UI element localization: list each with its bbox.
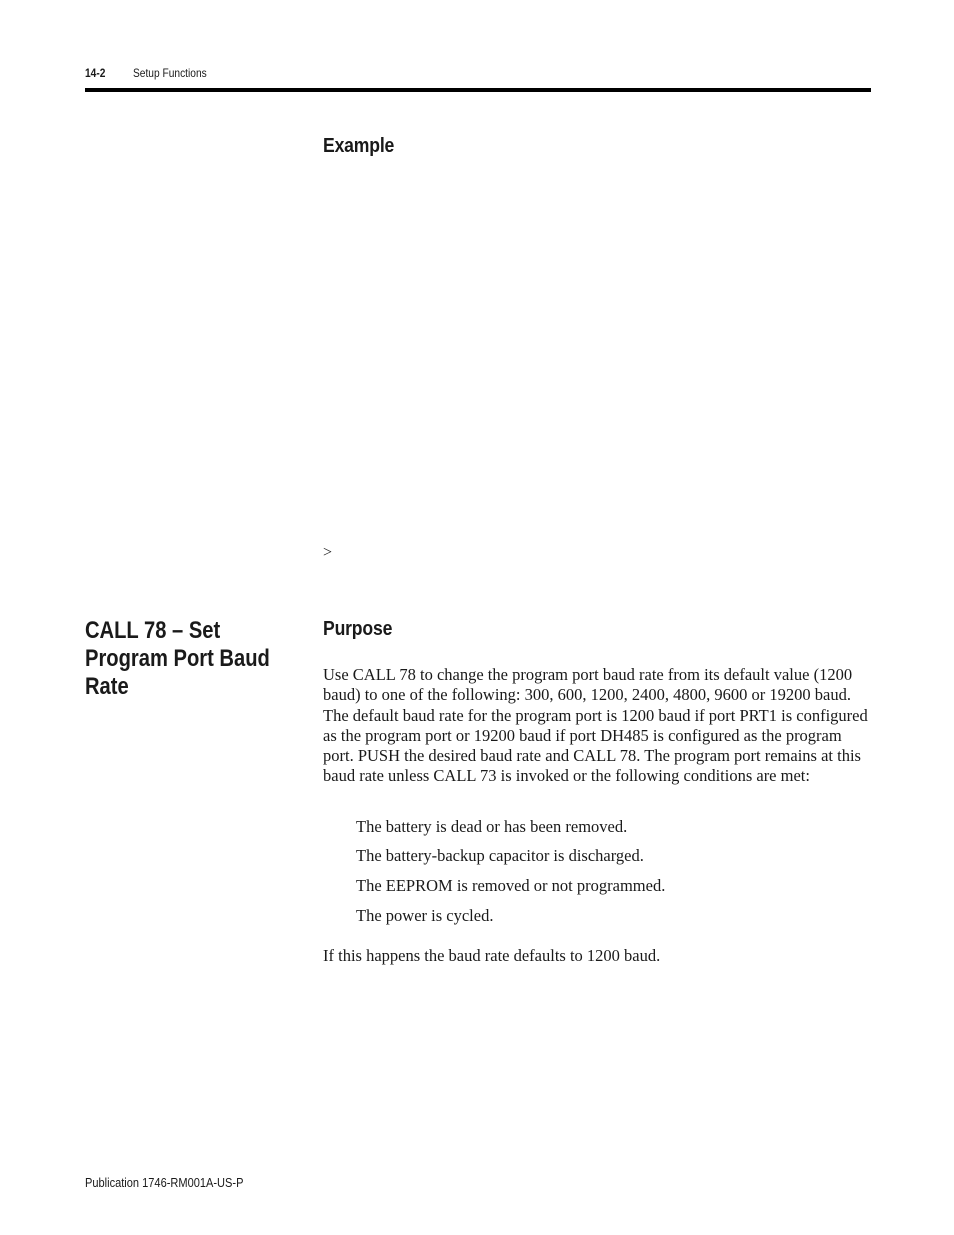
section-title: CALL 78 – Set Program Port Baud Rate	[85, 617, 270, 700]
condition-item: The EEPROM is removed or not programmed.	[356, 876, 666, 895]
command-prompt: >	[323, 544, 333, 561]
condition-item: The power is cycled.	[356, 906, 494, 925]
example-heading: Example	[323, 135, 395, 157]
publication-footer: Publication 1746-RM001A-US-P	[85, 1175, 244, 1190]
chapter-title: Setup Functions	[133, 66, 207, 80]
condition-item: The battery is dead or has been removed.	[356, 817, 628, 836]
condition-item: The battery-backup capacitor is discharged.	[356, 846, 644, 865]
purpose-paragraph: Use CALL 78 to change the program port baud rate from its default value (1200 baud) to one of the following: 300, 600, 1200, 2400, 4800, 9600 or 19200 baud. The default baud rate for the program port is 1200 baud if port PRT1 is configured as the program port or 19200 baud if port DH485 is configured as the program port. PUSH the desired baud rate and CALL 78. The program port remains at this baud rate unless CALL 73 is invoked or the following conditions are met:	[323, 665, 868, 786]
page-number: 14-2	[85, 66, 106, 80]
closing-paragraph: If this happens the baud rate defaults to 1200 baud.	[323, 946, 661, 965]
purpose-heading: Purpose	[323, 618, 393, 640]
header-rule	[85, 88, 871, 92]
